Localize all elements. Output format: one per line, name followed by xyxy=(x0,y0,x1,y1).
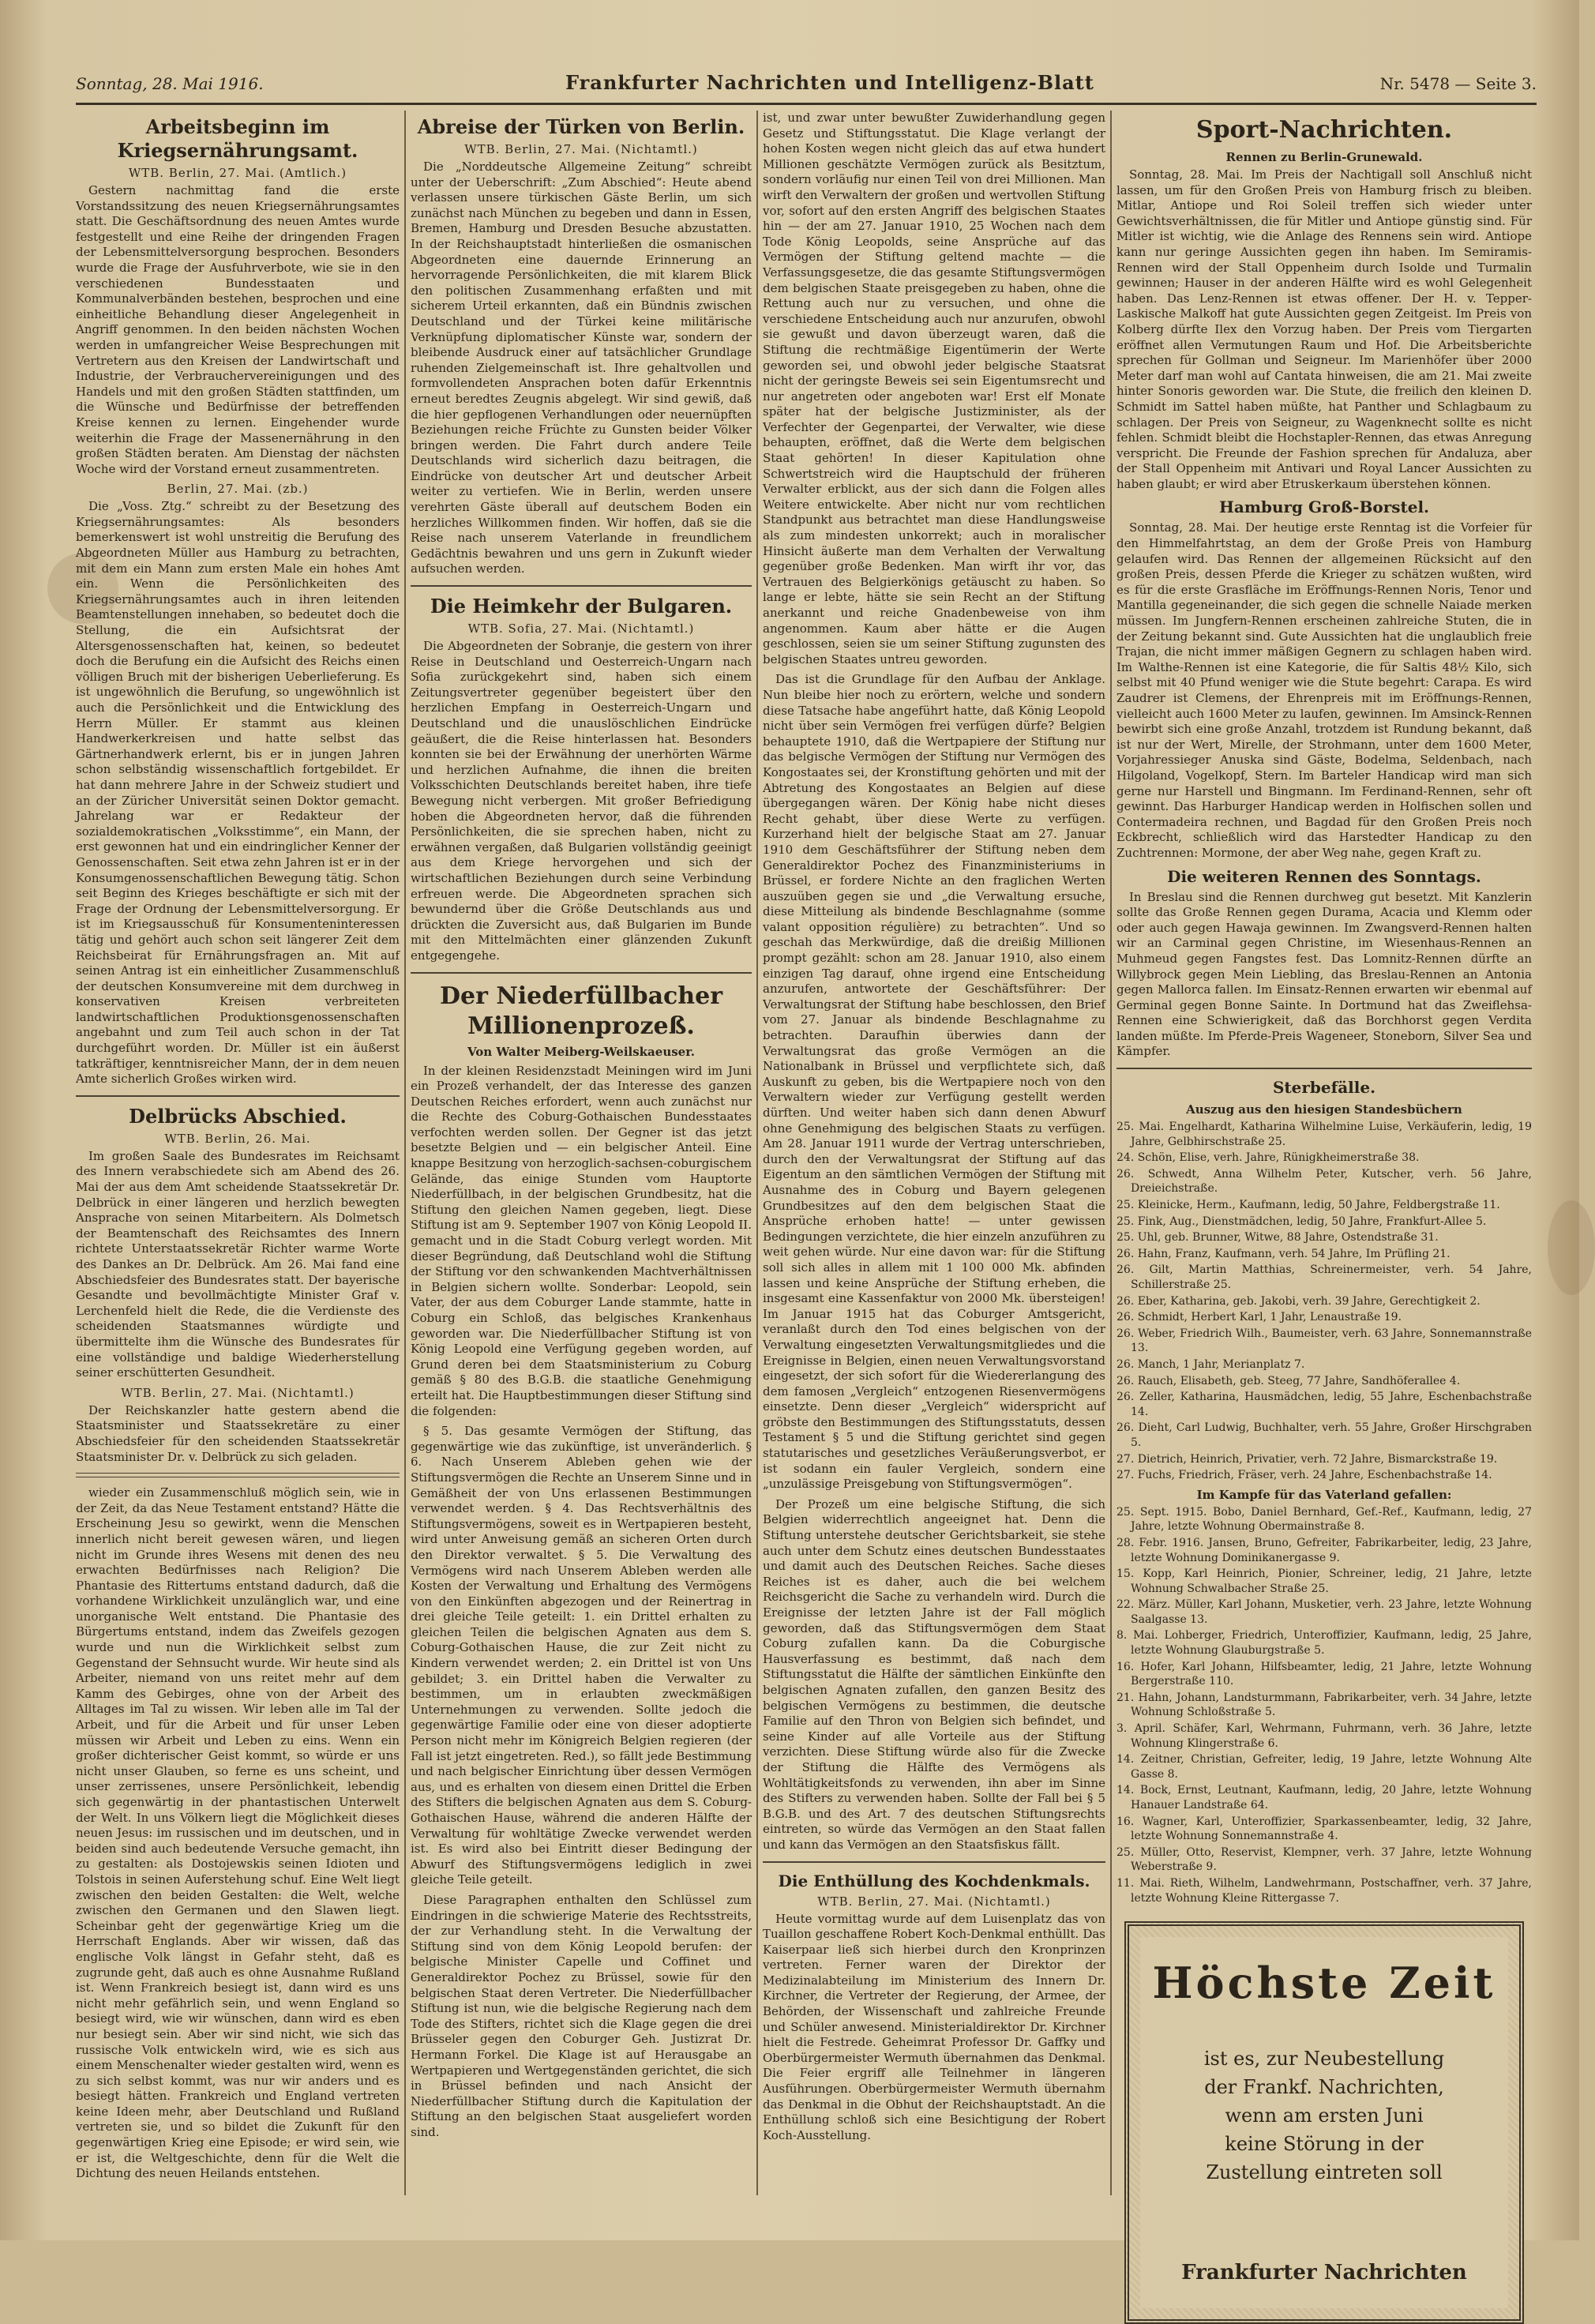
headline-abreise-tuerken: Abreise der Türken von Berlin. xyxy=(417,115,745,138)
feuilleton-text: wieder ein Zusammenschluß möglich sein, wie in der Zeit, da das Neue Testament entstand? Hätte die Erscheinung Jesu so gewirkt, wenn die Menschen innerlich nicht bereit gewesen wären, und liegen nicht im Grunde ihres Wesens mit denen des neu erwachten Bedürfnisses nach Religion? Die Phantasie des Rittertums entstand dadurch, daß die vorhandene Wirklichkeit unzulänglich war, und eine unorganische Welt entstand. Die Phantasie des Bürgertums entstand, indem das Zweifels gezogen wurde und nun die Wirklichkeit selbst zum Gegenstand der Sehnsucht wurde. Wir heute sind als Arbeiter, niemand von uns reitet mehr auf dem Kamm des Gebirges, ohne von der Arbeit des Alltages im Tal zu wissen. Wir leben alle im Tal der Arbeit, und für die Arbeit und für unser Leben müssen wir Arbeit und Leben zu eins. Wenn ein großer dichterischer Geist kommt, so würde er uns nicht unser Glauben, so ferne es uns scheint, und unser zerrissenes, unsere Persönlichkeit, lebendig sich gegenwärtig in der phantastischen Unterwelt der Welt. In uns Völkern liegt die Möglichkeit dieses neuen Jesus: im russischen und im deutschen, und in beiden sind auch bedeutende Versuche gemacht, ihn zu gestalten: als Dostojewskis seinen Idioten und Tolstois in seinen Auferstehung schuf. Eine Welt liegt zwischen den beiden Gestalten: die Welt, welche zwischen den Germanen und den Slawen liegt. Scheinbar geht der gegenwärtige Krieg um die Herrschaft Englands. Aber wir wissen, daß das englische Volk längst in Gefahr steht, daß es zugrunde geht, daß auch es ohne Ausnahme Rußland ist. Wenn Frankreich besiegt ist, dann wird es uns nicht mehr gefährlich sein, und wenn England so besiegt wird, wie wir wünschen, dann wird es eben nur besiegt sein. Aber wir sind nicht, wie sich das russische Volk entwickeln wird, wie es sich aus einem Menschenalter wieder gestalten wird, wenn es zu sich selbst kommt, was nur wir anders und es besiegt hätten. Frankreich und England vertreten keine Ideen mehr, aber Deutschland und Rußland vertreten sie, und so bildet die Zukunft für den gegenwärtigen Krieg eine Episode; er wird sein, wie er ist, die Weltgeschichte, denn für die Welt die Dichtung des neuen Heilands entstehen. xyxy=(76,1485,400,2181)
headline-weitere-rennen: Die weiteren Rennen des Sonntags. xyxy=(1167,866,1481,886)
headline-kochdenkmal: Die Enthüllung des Kochdenkmals. xyxy=(778,1871,1090,1890)
ad-panel xyxy=(1140,1937,1508,2308)
article-text: Die „Norddeutsche Allgemeine Zeitung“ schreibt unter der Ueberschrift: „Zum Abschied“: Heute abend verlassen unsere türkischen Gäste Berlin, um sich zunächst nach München zu begeben und dann in Essen, Bremen, Hamburg und Dresden Besuche abzustatten. In der Reichshauptstadt hinterließen die osmanischen Abgeordneten eine dauernde Erinnerung an hervorragende Persönlichkeiten, die mit klarem Blick den politischen Zusammenhang erfaßten und mit sicherem Urteil erkannten, daß ein Bündnis zwischen Deutschland und der Türkei keine militärische Verknüpfung diplomatischer Künste war, sondern der bleibende Ausdruck einer auf tatsächlicher Grundlage ruhenden Zielgemeinschaft ist. Ihre gehaltvollen und formvollendeten Ansprachen boten dafür Erkenntnis erneut beredtes Zeugnis abgelegt. Wir sind gewiß, daß die hier gepflogenen Verhandlungen oder neuernüpften Beziehungen reiche Früchte zu Gunsten beider Völker bringen werden. Die Fahrt durch andere Teile Deutschlands wird sicherlich dazu beitragen, die Eindrücke von deutscher Art und deutscher Arbeit weiter zu vertiefen. Wie in Berlin, werden unsere verehrten Gäste überall auf deutschem Boden ein herzliches Willkommen finden. Wir hoffen, daß sie die Reise nach unserem Vaterlande in freundlichem Gedächtnis bewahren und uns gern in Zukunft wieder aufsuchen werden. xyxy=(411,160,752,576)
list-item: 15. Kopp, Karl Heinrich, Pionier, Schreiner, ledig, 21 Jahre, letzte Wohnung Schwalbacher Straße 25. xyxy=(1116,1567,1532,1595)
feuilleton-divider xyxy=(76,1473,400,1477)
list-item: 26. Eber, Katharina, geb. Jakobi, verh. 39 Jahre, Gerechtigkeit 2. xyxy=(1116,1294,1481,1308)
dateline: WTB. Berlin, 27. Mai. (Nichtamtl.) xyxy=(817,1894,1051,1909)
article-text: Der Prozeß um eine belgische Stiftung, die sich Belgien widerrechtlich angeeignet hat. Denn die Stiftung unterstehe deutscher Gerichtsbarkeit, sie stehe auch unter dem Schutz eines deutschen Bundesstaates und damit auch des Deutschen Reiches. Sache dieses Reiches ist es daher, auch die bei welchem Reichsgericht die Sache zu verhandeln wird. Durch die Ereignisse der letzten Jahre ist der Fall möglich geworden, daß das Stiftungsvermögen dem Staat Coburg zufallen kann. Da die Coburgische Hausverfassung es bestimmt, daß nach dem Stiftungsstatut die Hälfte der sämtlichen Einkünfte den belgischen Agnaten zufallen, den ganzen Besitz des belgischen Vermögens zu bestimmen, die deutsche Familie auf den Thron von Belgien sich befindet, und seine Kinder auf alle Vorteile aus der Stiftung verzichten. Diese Stiftung würde also für die Zwecke der Stiftung die Hälfte des Vermögens als Wohltätigkeitsfonds zu verwenden, ihn aber im Sinne des Stifters zu verwenden haben. Sollte der Fall bei § 5 B.G.B. und des Art. 7 des deutschen Stiftungsrechts eintreten, so würde das Vermögen an den Staat fallen und kann das Vermögen an den Staatsfiskus fällt. xyxy=(763,1496,1105,1852)
article-text: ist, und zwar unter bewußter Zuwiderhandlung gegen Gesetz und Stiftungsstatut. Die Klage verlangt der hohen Kosten wegen nicht gleich das auf etwa hundert Millionen geschätzte Vermögen zurück als Besitztum, sondern vorläufig nur einen Teil von drei Millionen. Man wirft den Verwaltern der großen und wertvollen Stiftung vor, sofort auf den ersten Angriff des belgischen Staates hin — der am 27. Januar 1910, 25 Wochen nach dem Tode König Leopolds, seine Ansprüche auf das Vermögen der Stiftung geltend machte — die Verfassungsgesetze, die das gesamte Stiftungsvermögen dem belgischen Staate preisgegeben zu haben, ohne die Rettung auch nur zu versuchen, und ohne die verschiedene Entscheidung auch nur anzurufen, obwohl sie gewußt und davon überzeugt waren, daß die Stiftung die rechtmäßige Eigentümerin der Werte geworden sei, und obwohl jeder belgische Staatsrat nicht der geringste Beweis sei sein Eigentumsrecht und nur angetreten oder angeboten war! Erst elf Monate später hat der belgische Justizminister, als der Verfechter der Gegenpartei, der Verwalter, wie diese behaupten, eröffnet, daß die Werte dem belgischen Staat gehörten! In dieser Kapitulation ohne Schwertstreich wird die Hauptschuld der früheren Verwalter erblickt, aus der sich dann die Folgen alles Weitere entwickelte. Aber nicht nur vom rechtlichen Standpunkt aus betrachtet man diese Handlungsweise als zum mindesten unkorrekt; auch in moralischer Hinsicht äußerte man dem Verhalten der Verwaltung gegenüber große Bedenken. Man wirft ihr vor, das Vertrauen des Belgierkönigs getäuscht zu haben. So lange er lebte, hätte sie sein Recht an der Stiftung anerkannt und reiche Gnadenbeweise von ihm angenommen. Kaum aber hätte er die Augen geschlossen, seien sie um seiner Stiftung zugunsten des belgischen Staates untreu geworden. xyxy=(763,111,1105,666)
list-item: 26. Dieht, Carl Ludwig, Buchhalter, verh. 55 Jahre, Großer Hirschgraben 5. xyxy=(1116,1421,1532,1449)
ad-title: Höchste Zeit xyxy=(1152,1958,1496,2009)
divider xyxy=(411,972,752,974)
article-text: Sonntag, 28. Mai. Der heutige erste Renntag ist die Vorfeier für den Himmelfahrtstag, an dem der Große Preis von Hamburg gelaufen wird. Das Rennen der allgemeinen Rücksicht auf den großen Preis, dessen Pferde die Krieger zu schätzen wußten, wird es für die erste Grasfläche im Eröffnungs-Rennen Noris, Tenor und Mantilla gegeneinander, die sich gegen die schnelle Naiade merken müssen. Im Jungfern-Rennen erscheinen zahlreiche Stuten, die in der Zeitung bekannt sind. Gute Aussichten hat die unglaublich freie Trajan, die nicht immer mäßigen Gegnern zu schlagen haben wird. Im Walthe-Rennen ist eine Kategorie, die für Saltis 48½ Kilo, sich selbst mit 40 Pfund weniger wie die Stute begehrt: Carapa. Es wird Zaudrer ist Clemens, der Ehrenpreis mit im Eröffnungs-Rennen, vielleicht auch 1600 Meter zu laufen, gewinnen. Im Amsinck-Rennen bewirbt sich eine große Anzahl, trotzdem ist Rundung bekannt, daß ist nur der Wert, Mirelle, der Strohmann, unter dem 1600 Meter, Vorjahressieger Anuska sind Gäste, Bodelma, Seldenbach, nach Hilgoland, Vogelkopf, Stern. Im Barteler Handicap wird man sich gerne nur Harstell und Bingmann. Im Ferdinand-Rennen, sehr oft gewinnt. Das Harburger Handicap werden in Holfischen sollen und Contermadeira rechnen, und Bagdad für den Großen Preis noch Eckbrecht, schließlich wird das Harstedter Handicap zu den Zuchtrennen: Mormone, der aber Weg nahe, gegen Kraft zu. xyxy=(1116,520,1532,860)
article-text: Der Reichskanzler hatte gestern abend die Staatsminister und Staatssekretäre zu einer Abschiedsfeier für den scheidenden Staatssekretär Staatsminister Dr. v. Delbrück zu sich geladen. xyxy=(76,1402,400,1464)
list-item: 25. Uhl, geb. Brunner, Witwe, 88 Jahre, Ostendstraße 31. xyxy=(1116,1231,1439,1245)
column-rule xyxy=(756,111,758,2195)
list-item: 26. Schwedt, Anna Wilhelm Peter, Kutscher, verh. 56 Jahre, Dreieichstraße. xyxy=(1116,1167,1532,1196)
subscription-advertisement xyxy=(1124,1921,1524,2324)
headline-sterbefaelle: Sterbefälle. xyxy=(1272,1078,1376,1098)
headline-arbeitsbeginn: Arbeitsbeginn im Kriegsernährungsamt. xyxy=(117,115,358,162)
subheadline-gefallen: Im Kampfe für das Vaterland gefallen: xyxy=(1196,1487,1452,1502)
dateline: WTB. Berlin, 26. Mai. xyxy=(164,1131,311,1146)
column-rule xyxy=(404,111,406,2195)
headline-millionenprozess: Der Niederfüllbacher Millionenprozeß. xyxy=(439,982,723,1040)
ad-footer: Frankfurter Nachrichten xyxy=(1181,2261,1467,2285)
masthead xyxy=(76,68,1537,105)
list-item: 21. Hahn, Johann, Landsturmmann, Fabrikarbeiter, verh. 34 Jahre, letzte Wohnung Schloßstraße 5. xyxy=(1116,1691,1532,1719)
list-item: 25. Müller, Otto, Reservist, Klempner, verh. 37 Jahre, letzte Wohnung Weberstraße 9. xyxy=(1116,1845,1532,1874)
list-item: 26. Zeller, Katharina, Hausmädchen, ledig, 55 Jahre, Eschenbachstraße 14. xyxy=(1116,1391,1532,1418)
list-item: 26. Rauch, Elisabeth, geb. Steeg, 77 Jahre, Sandhöferallee 4. xyxy=(1116,1374,1461,1387)
list-item: 26. Weber, Friedrich Wilh., Baumeister, verh. 63 Jahre, Sonnemannstraße 13. xyxy=(1116,1327,1532,1355)
ad-line: wenn am ersten Juni xyxy=(1225,2104,1424,2127)
list-item: 24. Schön, Elise, verh. Jahre, Rünigkheimerstraße 38. xyxy=(1116,1151,1420,1165)
headline-hamburg-gross-borstel: Hamburg Groß-Borstel. xyxy=(1218,497,1430,517)
article-text: Die „Voss. Ztg.“ schreibt zu der Besetzung des Kriegsernährungsamtes: Als besonders bemerkenswert ist wohl unstreitig die Berufung des Abgeordneten Müller aus Hamburg zu betrachten, mit dem ein Mann zum ersten Male ein hohes Amt ein. Wenn die Persönlichkeiten des Kriegsernährungsamtes auch in ihren leitenden Beamtenstellungen innehaben, so bedeutet doch die Stellung, die ein Aufsichtsrat der Altersgenossenschaften hat, keinen, so bedeutet doch die Berufung ein die Aufsicht des Reichs einen völligen Bruch mit der bisherigen Ueberlieferung. Es ist ungewöhnlich die Berufung, so ungewöhnlich ist auch die Persönlichkeit und die Entwicklung des Herrn Müller. Er stammt aus kleinen Handwerkerkreisen und hatte selbst das Gärtnerhandwerk erlernt, bis er in jungen Jahren schon selbständig wissenschaftlich fortgebildet. Er hat dann mehrere Jahre in der Schweiz studiert und an der Züricher Universität seinen Doktor gemacht. Jahrelang war er Redakteur der sozialdemokratischen „Volksstimme“, ein Mann, der erst gewonnen hat und ein eindringlicher Kenner der Genossenschaften. Seit etwa zehn Jahren ist er in der Konsumgenossenschaftlichen Bewegung tätig. Schon seit Beginn des Krieges beschäftigte er sich mit der Frage der Ordnung der Lebensmittelversorgung. Er ist im Kriegsausschuß für Konsumenteninteressen tätig und gehört auch schon seit längerer Zeit dem Reichsbeirat für Ernährungsfragen an. Mit auf seinen Antrag ist ein einheitlicher Zusammenschluß der deutschen Konsumvereine mit dem durchweg in konservativen Kreisen verbreiteten landwirtschaftlichen Produktionsgenossenschaften angebahnt und zum Teil auch schon in der Tat durchgeführt worden. Dr. Müller ist ein äußerst tatkräftiger, kenntnisreicher Mann, der in dem neuen Amte sicherlich Großes wirken wird. xyxy=(76,499,400,1087)
list-item: 8. Mai. Lohberger, Friedrich, Unteroffizier, Kaufmann, ledig, 25 Jahre, letzte Wohnung Glauburgstraße 5. xyxy=(1116,1629,1532,1658)
list-item: 25. Sept. 1915. Bobo, Daniel Bernhard, Gef.-Ref., Kaufmann, ledig, 27 Jahre, letzte Wohnung Obermainstraße 8. xyxy=(1116,1505,1532,1534)
article-text: Im großen Saale des Bundesrates im Reichsamt des Innern verabschiedete sich am Abend des 26. Mai der aus dem Amt scheidende Staatssekretär Dr. Delbrück in einer längeren und herzlich bewegten Ansprache von seinen Mitarbeitern. Als Dolmetsch der Beamtenschaft des Reichsamtes des Innern richtete Unterstaatssekretär Richter warme Worte des Dankes an Dr. Delbrück. Am 26. Mai fand eine Abschiedsfeier des Bundesrates statt. Der bayerische Gesandte und bevollmächtigte Minister Graf v. Lerchenfeld hielt die Rede, die die Verdienste des scheidenden Staatsmannes würdigte und übermittelte ihm die Wünsche des Bundesrates für eine vollständige und baldige Wiederherstellung seiner erschütterten Gesundheit. xyxy=(76,1148,400,1380)
list-item: 22. März. Müller, Karl Johann, Musketier, verh. 23 Jahre, letzte Wohnung Saalgasse 13. xyxy=(1116,1598,1532,1626)
column-rule xyxy=(1110,111,1112,2195)
dateline: Berlin, 27. Mai. (zb.) xyxy=(167,482,309,497)
ad-line: Zustellung eintreten soll xyxy=(1206,2161,1443,2184)
dateline: WTB. Sofia, 27. Mai. (Nichtamtl.) xyxy=(467,621,695,636)
article-text: In der kleinen Residenzstadt Meiningen wird im Juni ein Prozeß verhandelt, der das Interesse des ganzen Deutschen Reiches erfordert, wenn auch zunächst nur die Rechte des Coburg-Gothaischen Bundesstaates verfochten werden sollen. Der Gegner ist das jetzt besetzte Belgien und — ein belgischer Anteil. Eine knappe Besitzung von herzoglich-sachsen-coburgischem Gelände, das einige Stunden vom Hauptorte Niederfüllbach, in der belgischen Grundbesitz, hat die Stiftung den gleichen Namen gegeben, liegt. Diese Stiftung ist am 9. September 1907 von König Leopold II. gemacht und in die Stadt Coburg verlegt worden. Mit dieser Begründung, daß Deutschland wohl die Stiftung der Stiftung vor den schwankenden Machtverhältnissen in Belgien sichern wollte. Sonderbar: Leopold, sein Vater, der aus dem Coburger Lande stammte, hatte in Coburg ein Schloß, das belgisches Krankenhaus geworden war. Die Niederfüllbacher Stiftung ist von König Leopold eine Verfügung gegeben worden, auf Grund deren bei dem Staatsministerium zu Coburg gemäß § 80 des B.G.B. die staatliche Genehmigung erteilt hat. Die Hauptbestimmungen dieser Stiftung sind die folgenden: xyxy=(411,1063,752,1418)
article-text: Sonntag, 28. Mai. Im Preis der Nachtigall soll Anschluß nicht lassen, um für den Großen Preis von Hamburg frisch zu bleiben. Mitlar, Antiope und Roi Soleil treffen sich wieder unter Gewichtsverhältnissen, die für Mitler und Antiope günstig sind. Für Mitler ist wichtig, wie die Anlage des Rennens sein wird. Antiope kann nur geringe Aussichten gegen ihn haben. Im Semiramis-Rennen wird der Stall Oppenheim durch Isolde und Turmalin gewinnen; Hauser in der anderen Hälfte wird es wohl Gelegenheit haben. Das Lenz-Rennen ist etwas offener. Der H. v. Tepper-Laskische Malkoff hat gute Aussichten gegen Zeitgeist. Im Preis von Kolberg dürfte Ilex den Vorzug haben. Der Preis vom Tiergarten eröffnet allen Vermutungen Raum und Hof. Die Arbeitsberichte sprechen für Gollman und Seigneur. Im Marienhöfer über 2000 Meter darf man wohl auf Cantata hinweisen, die am 21. Mai zweite hinter Sonoris geworden war. Die Stute, die freilich den kleinen D. Schmidt im Sattel haben müßte, hat Panther und Schlagbaum zu schlagen. Der Preis von Seigneur, zu Wagenknecht sollte es nicht fehlen. Schmidt bleibt die Hochstapler-Rennen, das etwas Anregung verspricht. Die Freunde der Fashion sprechen für Andaluza, aber der Stall Oppenheim mit Antivari und Royal Lancer Aussichten zu haben glaubt; er wird aber Etruskerkaum überstehen können. xyxy=(1116,167,1532,491)
article-text: Das ist die Grundlage für den Aufbau der Anklage. Nun bleibe hier noch zu erörtern, welche und sondern diese Tatsache habe angeführt hatte, daß König Leopold nicht über sein Vermögen frei verfügen dürfe? Belgien behauptete 1910, daß die Wertpapiere der Stiftung nur das belgische Vermögen der Stiftung nur Vermögen des Kongostaates sei, der Kronstiftung gehörten und mit der Abtretung des Kongostaates an Belgien auf diese übergegangen wären. Der König habe nicht dieses Recht gehabt, über diese Werte zu verfügen. Kurzerhand hielt der belgische Staat am 27. Januar 1910 dem Geschäftsführer der Stiftung neben dem Generaldirektor Pochez des Finanzministeriums in Brüssel, er fordere Nichte an den fraglichen Werten auszuüben gegen sie und „die Verwaltung ersuche, diese Mitteilung als bindende Beschlagnahme (somme valant opposition régulière) zu betrachten“. Und so geschah das Merkwürdige, daß die dreißig Millionen prompt gezählt: schon am 28. Januar 1910, also einem einzigen Tag darauf, ohne irgend eine Entscheidung anzurufen, antwortete der Geschäftsführer: Der Verwaltungsrat der Stiftung habe beschlossen, den Brief vom 27. Januar als bindende Beschlagnahme zu betrachten. Daraufhin überwies dann der Verwaltungsrat das große Vermögen an die Nationalbank in Brüssel und verpflichtete sich, daß Auskunft zu geben, bis die Wertpapiere noch von den Verwaltern wieder zur Verfügung gestellt werden dürften. Und weiter haben sich dann denen Abwurf ohne Genehmigung des belgischen Staats zu verfügen. Am 28. Januar 1911 wurde der Vertrag unterschrieben, durch den der Verwaltungsrat der Stiftung auf das Eigentum an den sämtlichen Vermögen der Stiftung mit Ausnahme des in Coburg und Bayern gelegenen Grundbesitzes auf den dem belgischen Staat die Ansprüche erhoben hatte! — unter gewissen Bedingungen verzichtete, die hier einzeln anzuführen zu weit gehen würde. Nur eine davon war: für die Stiftung soll sich alles in allem mit 1 100 000 Mk. abfinden lassen und keine Ansprüche der Stiftung erheben, die insgesamt eine Kassenfaktur von 2000 Mk. übersteigen! Im Januar 1915 hat das Coburger Amtsgericht, veranlaßt durch den Tod eines belgischen von der Verwaltung eingesetzten Verwaltungsmitgliedes und die Ereignisse in Belgien, einen neuen Verwaltungsvorstand eingesetzt, der sich sofort für die Wiedererlangung des dem famosen „Vergleich“ entzogenen Riesenvermögens einsetzte. Denn dieser „Vergleich“ widerspricht auf gröbste den Bestimmungen des Stiftungsstatuts, dessen Testament § 5 und die Stiftung gerichtet sind gegen statutarisches und gesetzliches Veräußerungsverbot, er ist sodann ein fauler Vergleich, sondern eine „unzulässige Preisgebung von Stiftungsvermögen“. xyxy=(763,672,1105,1492)
subheadline: Auszug aus den hiesigen Standesbüchern xyxy=(1186,1102,1462,1117)
dateline: WTB. Berlin, 27. Mai. (Nichtamtl.) xyxy=(121,1385,355,1400)
article-text: In Breslau sind die Rennen durchweg gut besetzt. Mit Kanzlerin sollte das Große Rennen gegen Durama, Acacia und Klemm oder oder auch gegen Hawaja gewinnen. Im Zwangsverd-Rennen halten wir an Carminal gegen Christine, im Wiesenhaus-Rennen an Muhmeud gegen Fangstes fest. Das Lomnitz-Rennen dürfte an Willybrock gegen Mein Liebling, das Breslau-Rennen an Antonia gegen Mallorca fallen. Im Einsatz-Rennen erwarten wir ebenmal auf Germinal gegen Bonne Sainte. In Dortmund hat das Zweiflehsa-Rennen eine Schwierigkeit, daß das Borchhorst gegen Verdita landen müßte. Im Pferde-Preis Wageneer, Stoneborn, Silver Sea und Kämpfer. xyxy=(1116,889,1532,1059)
list-item: 27. Dietrich, Heinrich, Privatier, verh. 72 Jahre, Bismarckstraße 19. xyxy=(1116,1452,1498,1466)
list-item: 27. Fuchs, Friedrich, Fräser, verh. 24 Jahre, Eschenbachstraße 14. xyxy=(1116,1469,1492,1482)
divider xyxy=(1116,1068,1532,1069)
list-item: 25. Fink, Aug., Dienstmädchen, ledig, 50 Jahre, Frankfurt-Allee 5. xyxy=(1116,1215,1487,1228)
masthead-date: Sonntag, 28. Mai 1916. xyxy=(76,74,264,93)
list-item: 16. Hofer, Karl Johann, Hilfsbeamter, ledig, 21 Jahre, letzte Wohnung Bergerstraße 110. xyxy=(1116,1660,1532,1688)
ad-line: ist es, zur Neubestellung xyxy=(1203,2048,1445,2071)
byline: Von Walter Meiberg-Weilskaeuser. xyxy=(467,1044,695,1059)
list-item: 14. Bock, Ernst, Leutnant, Kaufmann, ledig, 20 Jahre, letzte Wohnung Hanauer Landstraße 64. xyxy=(1116,1784,1532,1812)
deaths-list xyxy=(1116,1120,1532,1483)
column-2 xyxy=(411,111,752,2195)
masthead-page-number: Nr. 5478 — Seite 3. xyxy=(1379,74,1537,93)
list-item: 14. Zeitner, Christian, Gefreiter, ledig, 19 Jahre, letzte Wohnung Alte Gasse 8. xyxy=(1116,1753,1532,1781)
headline-heimkehr-bulgaren: Die Heimkehr der Bulgaren. xyxy=(430,595,733,618)
ad-line: der Frankf. Nachrichten, xyxy=(1204,2076,1444,2099)
article-text: Heute vormittag wurde auf dem Luisenplatz das von Tuaillon geschaffene Robert Koch-Denkmal enthüllt. Das Kaiserpaar ließ sich hierbei durch den Kronprinzen vertreten. Ferner waren der Direktor der Medizinalabteilung im Ministerium des Innern Dr. Kirchner, die Vertreter der Regierung, der Armee, der Behörden, der Wissenschaft und zahlreiche Freunde und Schüler anwesend. Ministerialdirektor Dr. Kirchner hielt die Festrede. Geheimrat Professor Dr. Gaffky und Oberbürgermeister Wermuth übernahmen das Denkmal. Die Feier ergriff alle Teilnehmer in längeren Ausführungen. Oberbürgermeister Wermuth übernahm das Denkmal in die Obhut der Reichshauptstadt. An die Enthüllung schloß sich eine Besichtigung der Robert Koch-Ausstellung. xyxy=(763,1911,1105,2142)
list-item: 25. Kleinicke, Herm., Kaufmann, ledig, 50 Jahre, Feldbergstraße 11. xyxy=(1116,1199,1500,1212)
subheadline: Rennen zu Berlin-Grunewald. xyxy=(1225,150,1423,164)
column-1 xyxy=(76,111,400,2195)
headline-delbruecks-abschied: Delbrücks Abschied. xyxy=(129,1104,347,1128)
fallen-list xyxy=(1116,1505,1532,1905)
list-item: 28. Febr. 1916. Jansen, Bruno, Gefreiter, Fabrikarbeiter, ledig, 23 Jahre, letzte Wohnung Dominikanergasse 9. xyxy=(1116,1536,1532,1564)
divider xyxy=(411,585,752,587)
list-item: 25. Mai. Engelhardt, Katharina Wilhelmine Luise, Verkäuferin, ledig, 19 Jahre, Gelbhirschstraße 25. xyxy=(1116,1121,1532,1148)
list-item: 26. Manch, 1 Jahr, Merianplatz 7. xyxy=(1116,1357,1305,1371)
list-item: 16. Wagner, Karl, Unteroffizier, Sparkassenbeamter, ledig, 32 Jahre, letzte Wohnung Sonnemannstraße 4. xyxy=(1116,1815,1532,1843)
article-text: Diese Paragraphen enthalten den Schlüssel zum Eindringen in die schwierige Materie des Rechtsstreits, der zur Verhandlung steht. In die Verwaltung der Stiftung sind von dem König Leopold berufen: der belgische Minister Capelle und Coffinet und Generaldirektor Pochez zu Brüssel, sowie für den belgischen Staat deren Vertreter. Die Niederfüllbacher Stiftung ist nun, wie die belgische Regierung nach dem Tode des Stifters, richtet sich die Klage gegen die drei Brüsseler gegen den Coburger Geh. Justizrat Dr. Hermann Forkel. Die Klage ist auf Herausgabe an Wertpapieren und Wertgegenständen gerichtet, die sich in Brüssel befinden und nach Ansicht der Niederfüllbacher Stiftung durch die Kapitulation der Stiftung an den belgischen Staat ausgeliefert worden sind. xyxy=(411,1892,752,2139)
dateline: WTB. Berlin, 27. Mai. (Nichtamtl.) xyxy=(464,142,698,156)
list-item: 11. Mai. Rieth, Wilhelm, Landwehrmann, Postschaffner, verh. 37 Jahre, letzte Wohnung Kleine Rittergasse 7. xyxy=(1116,1876,1532,1905)
column-4 xyxy=(1116,111,1532,2285)
dateline: WTB. Berlin, 27. Mai. (Amtlich.) xyxy=(128,166,347,180)
article-text: Die Abgeordneten der Sobranje, die gestern von ihrer Reise in Deutschland und Oesterreich-Ungarn nach Sofia zurückgekehrt sind, haben sich einem Zeitungsvertreter gegenüber begeistert über den herzlichen Empfang in Oesterreich-Ungarn und Deutschland und die unauslöschlichen Eindrücke geäußert, die die Reise hinterlassen hat. Besonders konnten sie bei der Erwähnung der unerhörten Wärme und herzlichen Aufnahme, die ihnen die breiten Volksschichten Deutschlands bereitet haben, ihre tiefe Bewegung nicht verbergen. Mit großer Befriedigung hoben die Abgeordneten hervor, daß die führenden Persönlichkeiten, die sie sprechen haben, nicht zu erwähnen vergaßen, daß Bulgarien vollständig geeinigt aus dem Kriege hervorgehen und sich der wirtschaftlichen Beziehungen durch seine Verbindung erfreuen werde. Die Abgeordneten sprachen sich bewundernd über die Größe Deutschlands aus und drückten die Zuversicht aus, daß Bulgarien im Bunde mit den Mittelmächten einer glänzenden Zukunft entgegengehe. xyxy=(411,639,752,963)
divider xyxy=(763,1861,1105,1863)
list-item: 26. Gilt, Martin Matthias, Schreinermeister, verh. 54 Jahre, Schillerstraße 25. xyxy=(1116,1263,1532,1291)
list-item: 26. Schmidt, Herbert Karl, 1 Jahr, Lenaustraße 19. xyxy=(1116,1311,1402,1324)
article-text: Gestern nachmittag fand die erste Vorstandssitzung des neuen Kriegsernährungsamtes statt. Die Geschäftsordnung des neuen Amtes wurde festgestellt und eine Reihe der dringenden Fragen der Lebensmittelversorgung besprochen. Besonders wurde die Frage der Ausfuhrverbote, wie sie in den verschiedenen Bundesstaaten und Kommunalverbänden bestehen, besprochen und eine einheitliche Behandlung dieser Angelegenheit in Angriff genommen. In den beiden nächsten Wochen werden in umfangreicher Weise Besprechungen mit Vertretern aus den Kreisen der Landwirtschaft und Industrie, der Verbrauchervereinigungen und des Handels und mit den großen Städten stattfinden, um die Wünsche und Bedürfnisse der betreffenden Kreise kennen zu lernen. Eingehender wurde weiterhin die Frage der Massenernährung in den großen Städten beraten. Am Dienstag der nächsten Woche wird der Vorstand erneut zusammentreten. xyxy=(76,183,400,476)
list-item: 26. Hahn, Franz, Kaufmann, verh. 54 Jahre, Im Prüfling 21. xyxy=(1116,1247,1451,1260)
headline-sport-nachrichten: Sport-Nachrichten. xyxy=(1195,116,1453,144)
masthead-title: Frankfurter Nachrichten und Intelligenz-Blatt xyxy=(565,71,1094,94)
paper-stain xyxy=(1548,1200,1595,1295)
divider xyxy=(76,1095,400,1097)
ad-line: keine Störung in der xyxy=(1225,2133,1424,2156)
article-text: § 5. Das gesamte Vermögen der Stiftung, das gegenwärtige wie das zukünftige, ist unveränderlich. § 6. Nach Unserem Ableben gehen wie der Stiftungsvermögen die Rechte an Unserem Sinne und in Gemäßheit der von Uns erlassenen Bestimmungen verwendet werden. § 4. Das Rechtsverhältnis des Stiftungsvermögens, soweit es in Wertpapieren besteht, wird unter Anweisung gemäß an sicheren Orten durch den Direktor verwaltet. § 5. Die Verwaltung des Vermögens wird nach Unserem Ableben werden alle Kosten der Verwaltung und Erhaltung des Vermögens von den Einkünften abgezogen und der Reinertrag in drei gleiche Teile geteilt: 1. ein Drittel erhalten zu gleichen Teilen die belgischen Agnaten aus dem S. Coburg-Gothaischen Hause, die zur Zeit nicht zu Kindern verwendet werden; 2. ein Drittel ist von Uns gebildet; 3. ein Drittel haben die Verwalter zu bestimmen, um in erlaubten zweckmäßigen Unternehmungen zu verwenden. Sollte jedoch die gegenwärtige Familie oder eine von dieser adoptierte Person nicht mehr im Königreich Belgien regieren (der Fall ist jetzt eingetreten. Red.), so fällt jede Bestimmung und nach belgischer Einrichtung über dessen Vermögen aus, und es erhalten von diesem einen Drittel die Erben des Stifters die belgischen Agnaten aus dem S. Coburg-Gothaischen Hause, während die anderen Hälfte der Verwaltung für wohltätige Zwecke verwendet werden ist. Es wird also bei Eintritt dieser Bedingung der Abwurf des Stiftungsvermögens lediglich in zwei gleiche Teile geteilt. xyxy=(411,1424,752,1887)
column-3 xyxy=(763,111,1105,2195)
list-item: 3. April. Schäfer, Karl, Wehrmann, Fuhrmann, verh. 36 Jahre, letzte Wohnung Klingerstraße 6. xyxy=(1116,1722,1532,1750)
